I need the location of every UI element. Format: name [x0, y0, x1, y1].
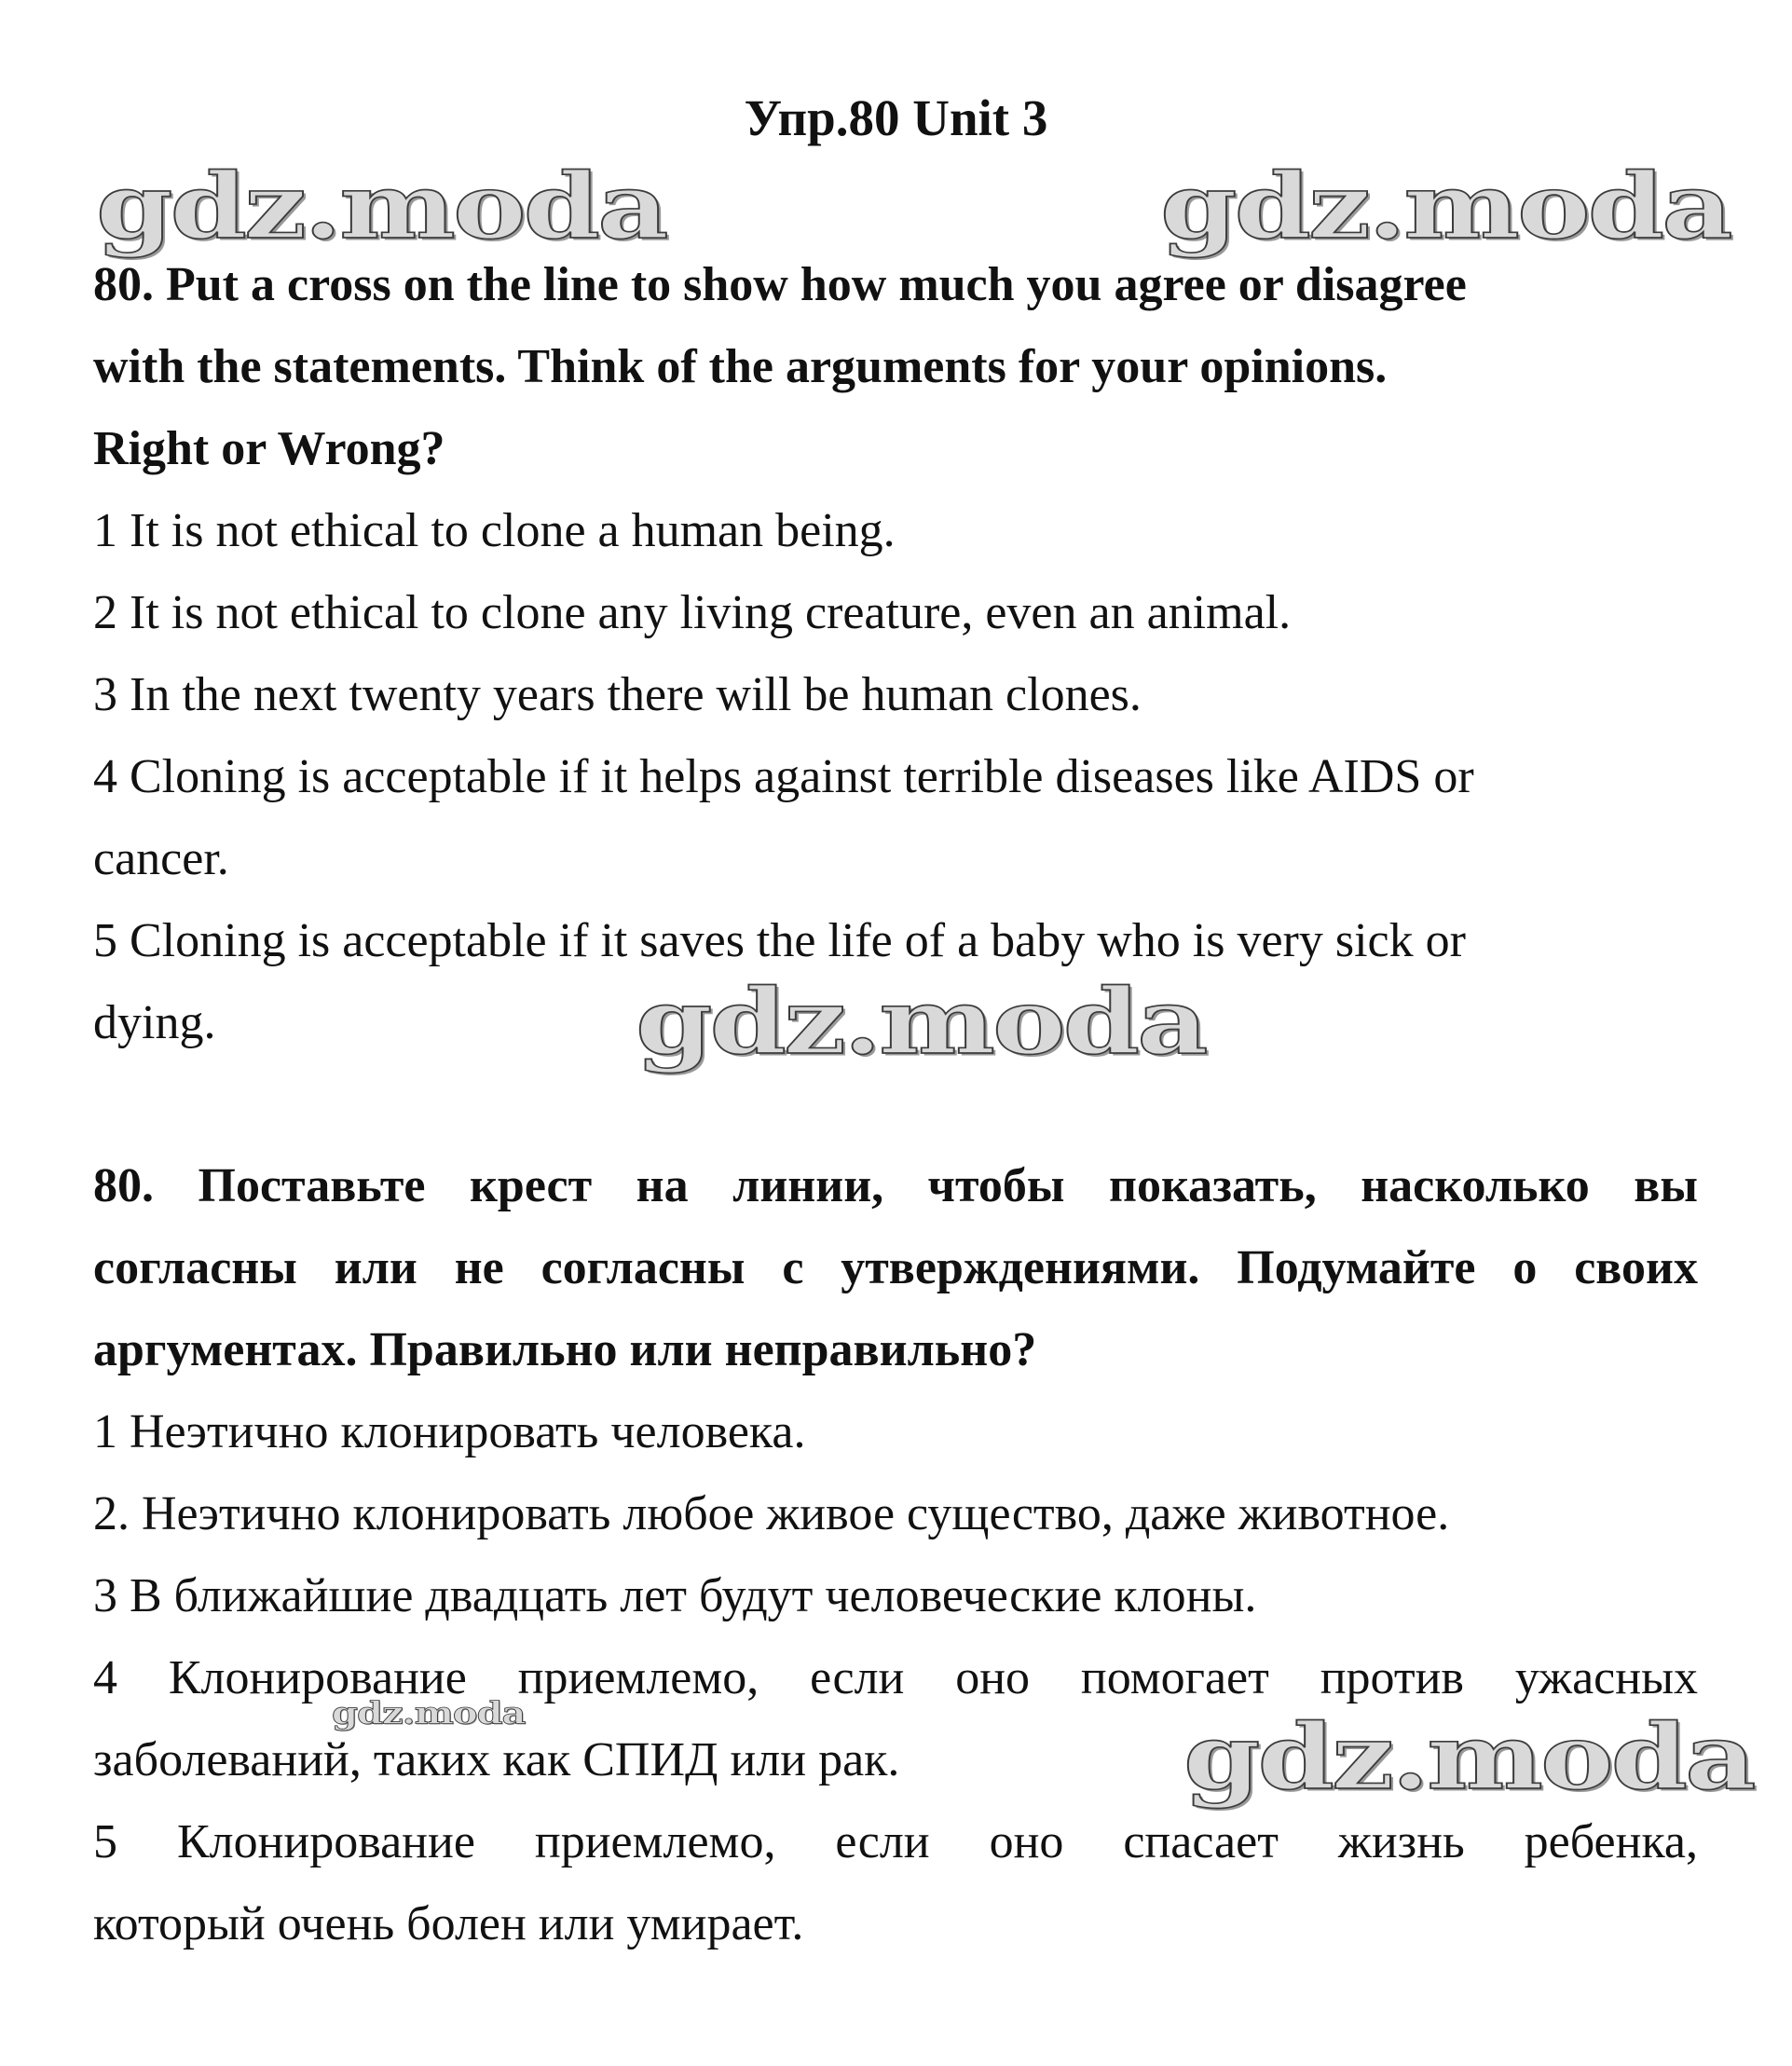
russian-item-2: 2. Неэтично клонировать любое живое существо, даже животное.	[93, 1487, 1450, 1540]
english-item-5-line-1: 5 Cloning is acceptable if it saves the life of a baby who is very sick or	[93, 914, 1466, 967]
russian-item-5-line-2: который очень болен или умирает.	[93, 1897, 804, 1950]
russian-item-4-line-1: 4 Клонирование приемлемо, если оно помогает против ужасных	[93, 1651, 1698, 1704]
watermark-top-right: gdz.moda	[1160, 152, 1730, 259]
russian-item-3: 3 В ближайшие двадцать лет будут человеческие клоны.	[93, 1569, 1257, 1622]
watermark-bottom-right: gdz.moda	[1183, 1703, 1754, 1810]
english-section	[93, 244, 1698, 1064]
english-item-2: 2 It is not ethical to clone any living creature, even an animal.	[93, 586, 1292, 639]
russian-item-4-line-2: заболеваний, таких как СПИД или рак.	[93, 1733, 900, 1786]
russian-item-1: 1 Неэтично клонировать человека.	[93, 1405, 806, 1458]
russian-section	[93, 1145, 1698, 1965]
page-title: Упр.80 Unit 3	[744, 89, 1048, 146]
english-item-5-line-2: dying.	[93, 996, 216, 1049]
russian-item-5-line-1: 5 Клонирование приемлемо, если оно спасает жизнь ребенка,	[93, 1815, 1698, 1868]
english-item-4-line-2: cancer.	[93, 832, 229, 885]
russian-heading-line-3: аргументах. Правильно или неправильно?	[93, 1323, 1037, 1376]
english-heading-line-3: Right or Wrong?	[93, 422, 445, 475]
english-item-1: 1 It is not ethical to clone a human being.	[93, 504, 896, 557]
watermark-middle: gdz.moda	[636, 967, 1206, 1074]
english-item-4-line-1: 4 Cloning is acceptable if it helps against terrible diseases like AIDS or	[93, 750, 1474, 803]
english-heading-line-2: with the statements. Think of the arguments for your opinions.	[93, 340, 1388, 393]
russian-heading-line-2: согласны или не согласны с утверждениями. Подумайте о своих	[93, 1241, 1698, 1294]
watermark-small: gdz.moda	[332, 1695, 526, 1731]
russian-heading-line-1: 80. Поставьте крест на линии, чтобы показать, насколько вы	[93, 1159, 1698, 1212]
english-heading-line-1: 80. Put a cross on the line to show how much you agree or disagree	[93, 258, 1467, 311]
watermark-top-left: gdz.moda	[96, 152, 666, 259]
english-item-3: 3 In the next twenty years there will be human clones.	[93, 668, 1142, 721]
